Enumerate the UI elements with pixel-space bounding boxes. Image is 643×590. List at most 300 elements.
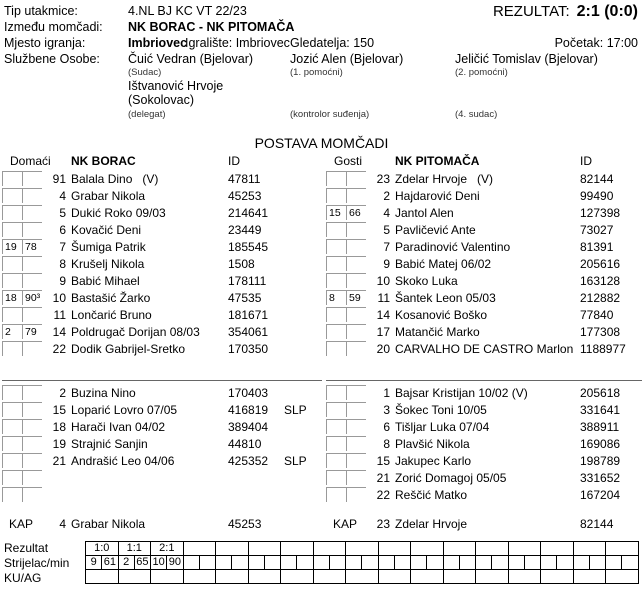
scorer-number-cell <box>183 556 199 570</box>
player-row <box>326 487 642 504</box>
match-type-value: 4.NL BJ KC VT 22/23 <box>128 4 247 18</box>
player-name: Šumiga Patrik <box>71 240 146 254</box>
scorer-minute-cell <box>459 556 475 570</box>
player-name: Hajdarović Deni <box>395 189 480 203</box>
player-number: 17 <box>376 325 390 339</box>
controller-role: (kontrolor suđenja) <box>290 109 370 120</box>
player-name: Zdelar Hrvoje (V) <box>395 172 494 186</box>
captain-row <box>326 516 642 533</box>
sub-minute-box <box>22 470 42 485</box>
player-row <box>326 385 642 402</box>
sub-minute-box <box>22 487 42 502</box>
player-id: 205616 <box>580 257 621 271</box>
kuag-cell <box>216 570 249 584</box>
player-name: Zdelar Hrvoje <box>395 517 468 531</box>
side-label: Gosti <box>334 154 363 168</box>
result-cell: 1:0 <box>86 542 119 556</box>
player-id: 205618 <box>580 386 621 400</box>
player-name: Babić Matej 06/02 <box>395 257 492 271</box>
player-name: Andrašić Leo 04/06 <box>71 454 175 468</box>
scorer-number-cell: 10 <box>152 556 165 568</box>
scorer-minute-cell <box>264 556 280 570</box>
player-row <box>2 205 322 222</box>
player-id: 185545 <box>228 240 269 254</box>
scorer-number-cell <box>541 556 557 570</box>
sub-in-box <box>326 436 346 451</box>
player-id: 73027 <box>580 223 614 237</box>
sub-minute-box <box>346 324 366 339</box>
result-cell <box>346 542 379 556</box>
result-cell: 2:1 <box>151 542 184 556</box>
result-cell <box>281 542 314 556</box>
player-name: Dukić Roko 09/03 <box>71 206 166 220</box>
player-row <box>2 487 322 504</box>
player-number: 19 <box>52 437 66 451</box>
sub-minute-box <box>22 188 42 203</box>
scorer-minute-cell <box>199 556 215 570</box>
sub-in-box: 8 <box>326 290 346 305</box>
referee-role: (Sudac) <box>128 67 162 78</box>
kuag-cell <box>476 570 509 584</box>
player-row <box>2 470 322 487</box>
player-row <box>2 453 322 470</box>
sub-in-box <box>326 188 346 203</box>
player-id: 389404 <box>228 420 269 434</box>
team-name: NK BORAC <box>71 154 136 168</box>
player-name: CARVALHO DE CASTRO Marlon <box>395 342 574 356</box>
player-row <box>2 436 322 453</box>
timeline-row-label-result: Rezultat <box>4 541 49 555</box>
scorer-number-cell <box>248 556 264 570</box>
player-number: 11 <box>377 291 390 305</box>
sub-in-box <box>326 307 346 322</box>
result-cell <box>541 542 574 556</box>
player-id: 167204 <box>580 488 621 502</box>
kuag-cell <box>248 570 281 584</box>
player-row <box>2 419 322 436</box>
result-cell <box>411 542 444 556</box>
result-cell <box>508 542 541 556</box>
player-id: 169086 <box>580 437 621 451</box>
sub-in-box <box>2 188 22 203</box>
result-cell <box>476 542 509 556</box>
id-column-label: ID <box>580 154 592 168</box>
kuag-cell <box>183 570 216 584</box>
assistant1-name: Jozić Alen (Bjelovar) <box>290 52 404 66</box>
scorer-number-cell <box>281 556 297 570</box>
result-cell <box>378 542 411 556</box>
scorer-minute-cell <box>557 556 573 570</box>
player-id: 45253 <box>228 189 262 203</box>
player-name: Kovačić Deni <box>71 223 142 237</box>
player-row <box>326 256 642 273</box>
sub-minute-box <box>346 453 366 468</box>
sub-in-box <box>326 385 346 400</box>
scorer-minute-cell: 65 <box>134 556 150 570</box>
player-name: Balala Dino (V) <box>71 172 159 186</box>
scorer-number-cell <box>476 556 492 570</box>
referee-name: Čuić Vedran (Bjelovar) <box>128 52 254 66</box>
player-name: Šokec Toni 10/05 <box>395 403 487 417</box>
sub-in-box: 18 <box>2 290 22 305</box>
captain-label: KAP <box>333 517 358 531</box>
sub-in-box <box>2 436 22 451</box>
scorer-minute-cell <box>589 556 605 570</box>
player-number: 6 <box>383 420 390 434</box>
player-id: 416819 <box>228 403 269 417</box>
player-flag: SLP <box>284 403 307 417</box>
player-name: Matančić Marko <box>395 325 480 339</box>
place-row <box>128 36 374 50</box>
scorer-number-cell <box>573 556 589 570</box>
result-value: 2:1 (0:0) <box>576 3 638 20</box>
player-number: 10 <box>376 274 390 288</box>
player-name: Tišljar Luka 07/04 <box>395 420 490 434</box>
player-number: 22 <box>376 488 390 502</box>
player-name: Strajnić Sanjin <box>71 437 148 451</box>
player-name: Babić Mihael <box>71 274 140 288</box>
delegate-city: (Sokolovac) <box>128 93 194 107</box>
player-id: 23449 <box>228 223 262 237</box>
captain-label: KAP <box>9 517 34 531</box>
result-cell <box>183 542 216 556</box>
player-id: 198789 <box>580 454 621 468</box>
sub-minute-box <box>346 487 366 502</box>
player-row <box>2 222 322 239</box>
player-row <box>326 307 642 324</box>
player-row <box>2 307 322 324</box>
sub-in-box <box>2 307 22 322</box>
player-name: Loparić Lovro 07/05 <box>71 403 178 417</box>
player-row <box>326 171 642 188</box>
sub-in-box <box>326 453 346 468</box>
player-number: 2 <box>59 386 66 400</box>
kuag-cell <box>378 570 411 584</box>
player-name: Krušelj Nikola <box>71 257 145 271</box>
player-id: 425352 <box>228 454 269 468</box>
player-row <box>2 290 322 307</box>
player-number: 7 <box>383 240 390 254</box>
sub-in-box <box>326 222 346 237</box>
sub-in-box <box>326 324 346 339</box>
kuag-cell <box>281 570 314 584</box>
sub-in-box <box>326 402 346 417</box>
result-timeline-labels <box>4 541 69 586</box>
player-row <box>326 341 642 358</box>
player-number: 18 <box>52 420 66 434</box>
scorer-number-cell <box>508 556 524 570</box>
player-name: Pavličević Ante <box>395 223 476 237</box>
player-number: 8 <box>59 257 66 271</box>
away-lineup-column <box>326 154 642 533</box>
result-label: REZULTAT: <box>492 3 570 20</box>
attendance-value: Gledatelja: 150 <box>290 36 375 50</box>
player-row <box>326 290 642 307</box>
venue-value: Igralište: Imbriovec <box>185 36 290 50</box>
player-id: 214641 <box>228 206 269 220</box>
delegate-name: Ištvanović Hrvoje <box>128 79 224 93</box>
player-id: 331652 <box>580 471 621 485</box>
sub-in-box <box>2 487 22 502</box>
sub-minute-box: 79 <box>22 324 42 339</box>
scorer-minute-cell <box>232 556 248 570</box>
player-row <box>2 385 322 402</box>
scorer-number-cell <box>216 556 232 570</box>
player-number: 23 <box>376 172 390 186</box>
scorer-minute-cell <box>329 556 345 570</box>
sub-minute-box <box>346 341 366 356</box>
player-name: Zorić Domagoj 05/05 <box>395 471 507 485</box>
scorer-minute-cell <box>394 556 410 570</box>
player-number: 4 <box>59 517 66 531</box>
sub-in-box <box>326 419 346 434</box>
kuag-cell <box>443 570 476 584</box>
sub-minute-box <box>22 341 42 356</box>
player-number: 91 <box>52 172 66 186</box>
player-row <box>326 239 642 256</box>
player-number: 11 <box>53 308 66 322</box>
player-number: 4 <box>59 189 66 203</box>
assistant2-name: Jeličić Tomislav (Bjelovar) <box>455 52 598 66</box>
sub-minute-box <box>346 385 366 400</box>
sub-minute-box <box>22 453 42 468</box>
result-cell <box>443 542 476 556</box>
player-id: 354061 <box>228 325 269 339</box>
sub-in-box <box>2 256 22 271</box>
sub-minute-box <box>22 171 42 186</box>
sub-in-box <box>326 171 346 186</box>
sub-minute-box <box>22 402 42 417</box>
player-name: Buzina Nino <box>71 386 136 400</box>
sub-in-box <box>2 470 22 485</box>
result-cell <box>313 542 346 556</box>
sub-minute-box <box>346 171 366 186</box>
sub-minute-box <box>22 222 42 237</box>
sub-in-box <box>326 273 346 288</box>
player-row <box>326 324 642 341</box>
result-cell <box>248 542 281 556</box>
kuag-cell <box>411 570 444 584</box>
kuag-cell <box>151 570 184 584</box>
timeline-row-label-scorer: Strijelac/min <box>4 556 70 570</box>
result-cell: 1:1 <box>118 542 151 556</box>
player-id: 170350 <box>228 342 269 356</box>
kuag-cell <box>313 570 346 584</box>
player-name: Jantol Alen <box>395 206 454 220</box>
player-row <box>326 402 642 419</box>
player-name: Jakupec Karlo <box>395 454 472 468</box>
sub-in-box: 19 <box>2 239 22 254</box>
player-id: 82144 <box>580 517 614 531</box>
home-lineup-column <box>2 154 322 533</box>
player-number: 5 <box>383 223 390 237</box>
sub-in-box <box>326 239 346 254</box>
result-cell <box>216 542 249 556</box>
scorer-number-cell <box>411 556 427 570</box>
player-number: 1 <box>383 386 390 400</box>
player-id: 1508 <box>228 257 255 271</box>
player-name: Skoko Luka <box>395 274 458 288</box>
result-cell <box>573 542 606 556</box>
sub-in-box <box>2 222 22 237</box>
player-row <box>2 402 322 419</box>
sub-in-box <box>2 402 22 417</box>
sub-minute-box <box>22 273 42 288</box>
player-number: 7 <box>59 240 66 254</box>
player-name: Paradinović Valentino <box>395 240 511 254</box>
kuag-cell <box>573 570 606 584</box>
scorer-minute-cell <box>622 556 638 570</box>
player-number: 4 <box>383 206 390 220</box>
sub-minute-box <box>22 419 42 434</box>
player-name: Bastašić Žarko <box>71 291 151 305</box>
player-id: 388911 <box>580 420 620 434</box>
player-number: 20 <box>376 342 390 356</box>
player-row <box>326 436 642 453</box>
player-name: Grabar Nikola <box>71 189 146 203</box>
player-number: 14 <box>376 308 390 322</box>
player-number: 21 <box>376 471 390 485</box>
player-row <box>2 188 322 205</box>
player-row <box>2 239 322 256</box>
sub-minute-box: 78 <box>22 239 42 254</box>
kuag-cell <box>606 570 639 584</box>
player-row <box>2 341 322 358</box>
result-cell <box>606 542 639 556</box>
scorer-number-cell <box>313 556 329 570</box>
kuag-cell <box>86 570 119 584</box>
place-label: Mjesto igranja: <box>4 36 86 50</box>
player-name: Reščić Matko <box>395 488 468 502</box>
substitutes-section <box>2 380 322 504</box>
player-name: Bajsar Kristijan 10/02 (V) <box>395 386 528 400</box>
sub-in-box <box>2 385 22 400</box>
sub-in-box: 2 <box>2 324 22 339</box>
scorer-number-cell <box>443 556 459 570</box>
player-row <box>326 419 642 436</box>
player-number: 10 <box>52 291 66 305</box>
player-number: 8 <box>383 437 390 451</box>
player-number: 3 <box>383 403 390 417</box>
sub-minute-box <box>346 188 366 203</box>
timeline-row-label-kuag: KU/AG <box>4 571 42 585</box>
player-row <box>2 171 322 188</box>
player-name: Dodik Gabrijel-Sretko <box>71 342 186 356</box>
scorer-number-cell <box>346 556 362 570</box>
side-label: Domaći <box>10 154 51 168</box>
teams-value: NK BORAC - NK PITOMAČA <box>128 20 295 34</box>
player-id: 127398 <box>580 206 621 220</box>
player-name: Lončarić Bruno <box>71 308 152 322</box>
player-id: 82144 <box>580 172 614 186</box>
scorer-minute-cell <box>297 556 313 570</box>
player-number: 9 <box>383 257 390 271</box>
sub-in-box <box>2 205 22 220</box>
sub-in-box <box>2 453 22 468</box>
scorer-minute-cell <box>492 556 508 570</box>
sub-minute-box <box>22 436 42 451</box>
player-name: Kosanović Boško <box>395 308 488 322</box>
sub-minute-box <box>346 402 366 417</box>
match-type-label: Tip utakmice: <box>4 4 78 18</box>
sub-minute-box <box>22 307 42 322</box>
scorer-minute-cell: 61 <box>102 556 118 570</box>
sub-in-box: 15 <box>326 205 346 220</box>
scorer-number-cell <box>606 556 622 570</box>
lineups-title: POSTAVA MOMČADI <box>254 135 389 151</box>
player-row <box>326 273 642 290</box>
result-timeline-table <box>85 541 639 584</box>
player-name: Poldrugač Dorijan 08/03 <box>71 325 200 339</box>
scorer-minute-cell <box>524 556 540 570</box>
sub-in-box <box>326 256 346 271</box>
player-id: 99490 <box>580 189 614 203</box>
sub-minute-box: 66 <box>346 205 366 220</box>
place-value: Imbriovec <box>128 36 188 50</box>
fourth-official-role: (4. sudac) <box>455 109 498 120</box>
player-number: 15 <box>376 454 390 468</box>
kuag-cell <box>346 570 379 584</box>
player-id: 44810 <box>228 437 262 451</box>
player-row <box>2 273 322 290</box>
scorer-number-cell: 9 <box>86 556 102 570</box>
player-name: Plavšić Nikola <box>395 437 470 451</box>
player-row <box>2 324 322 341</box>
player-flag: SLP <box>284 454 307 468</box>
player-name: Harači Ivan 04/02 <box>71 420 166 434</box>
sub-minute-box <box>346 419 366 434</box>
kuag-cell <box>541 570 574 584</box>
player-id: 178111 <box>228 274 267 288</box>
player-number: 5 <box>59 206 66 220</box>
player-name: Šantek Leon 05/03 <box>395 291 496 305</box>
sub-minute-box <box>346 256 366 271</box>
player-row <box>2 256 322 273</box>
player-number: 21 <box>52 454 66 468</box>
assistant2-role: (2. pomoćni) <box>455 67 508 78</box>
captain-row <box>2 516 322 533</box>
kuag-cell <box>508 570 541 584</box>
lineup-header <box>2 154 322 171</box>
player-row <box>326 188 642 205</box>
player-number: 15 <box>52 403 66 417</box>
sub-in-box <box>326 487 346 502</box>
delegate-role: (delegat) <box>128 109 166 120</box>
officials-label: Službene Osobe: <box>4 52 100 66</box>
sub-in-box <box>2 419 22 434</box>
player-id: 47811 <box>228 172 261 186</box>
teams-label: Između momčadi: <box>4 20 103 34</box>
sub-in-box <box>326 470 346 485</box>
player-number: 6 <box>59 223 66 237</box>
sub-in-box <box>2 171 22 186</box>
player-id: 331641 <box>580 403 621 417</box>
player-number: 9 <box>59 274 66 288</box>
sub-minute-box <box>22 205 42 220</box>
officials-grid <box>128 52 640 122</box>
player-number: 2 <box>383 189 390 203</box>
sub-minute-box <box>346 307 366 322</box>
sub-minute-box <box>346 436 366 451</box>
player-id: 212882 <box>580 291 621 305</box>
scorer-number-cell: 2 <box>118 556 134 570</box>
scorer-minute-cell: 90 <box>167 556 183 570</box>
assistant1-role: (1. pomoćni) <box>290 67 343 78</box>
player-number: 22 <box>52 342 66 356</box>
player-id: 163128 <box>580 274 621 288</box>
player-id: 177308 <box>580 325 621 339</box>
sub-minute-box <box>346 470 366 485</box>
